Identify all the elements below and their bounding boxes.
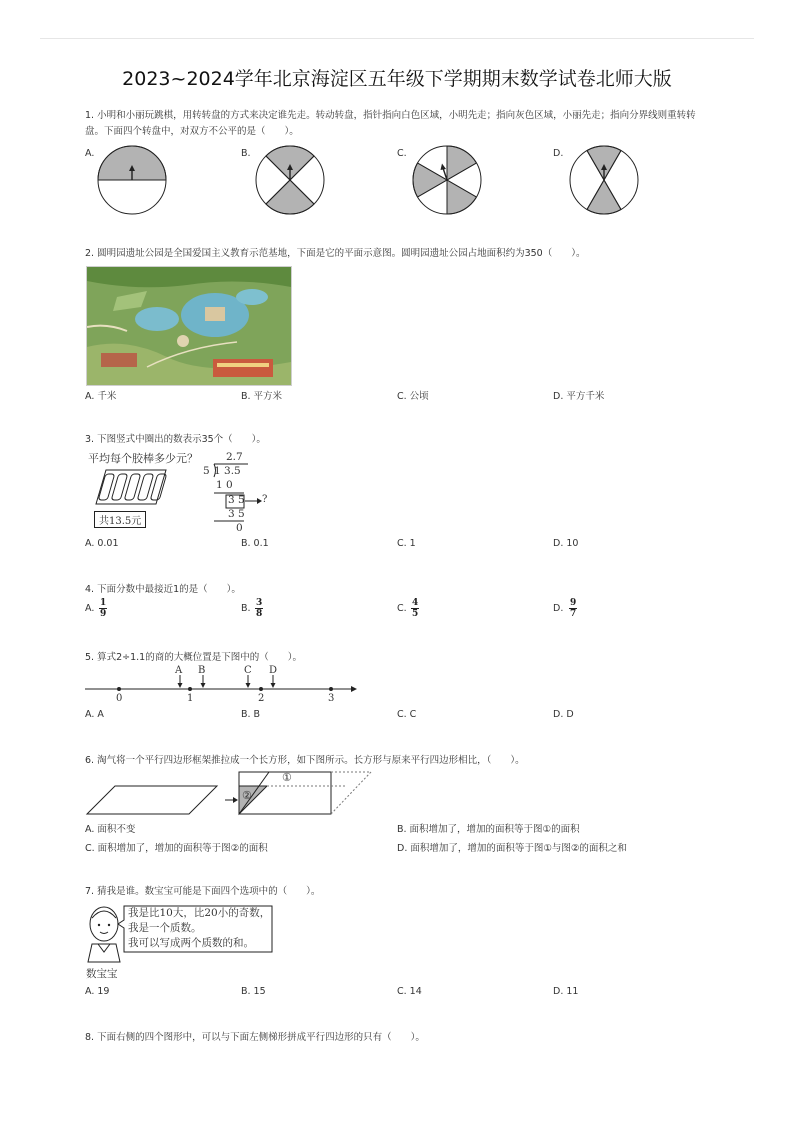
question-5: 5. 算式2÷1.1的商的大概位置是下图中的（ ）。 bbox=[85, 652, 302, 663]
division-step-3: 3 5 bbox=[228, 508, 245, 520]
division-remainder: 0 bbox=[236, 522, 243, 534]
character-name: 数宝宝 bbox=[86, 968, 118, 980]
question-1 bbox=[85, 108, 725, 140]
q1-option-d-label[interactable]: D. bbox=[553, 148, 564, 159]
division-step-2-circled: 3 5 bbox=[228, 494, 245, 506]
tick-2-label: 2 bbox=[258, 693, 265, 704]
point-c-label: C bbox=[244, 665, 252, 676]
q7-option-a[interactable]: A. 19 bbox=[85, 986, 110, 997]
point-d-label: D bbox=[269, 665, 278, 676]
glue-stick-caption: 平均每个胶棒多少元？ bbox=[88, 452, 198, 465]
question-8: 8. 下面右侧的四个图形中，可以与下面左侧梯形拼成平行四边形的只有（ ）。 bbox=[85, 1032, 425, 1043]
bubble-line-2: 我是一个质数。 bbox=[128, 922, 202, 934]
fraction-b bbox=[255, 598, 263, 619]
q6-option-c[interactable]: C. 面积增加了，增加的面积等于图②的面积 bbox=[85, 843, 268, 854]
q5-option-b[interactable]: B. B bbox=[241, 709, 261, 720]
speech-bubble bbox=[128, 906, 270, 951]
spinner-a bbox=[96, 144, 168, 216]
q7-option-b[interactable]: B. 15 bbox=[241, 986, 266, 997]
question-1-line-2: 盘。下面四个转盘中，对双方不公平的是（ ）。 bbox=[85, 126, 299, 137]
bubble-line-1: 我是比10大，比20小的奇数， bbox=[128, 907, 271, 919]
tick-3-label: 3 bbox=[328, 693, 335, 704]
fraction-c bbox=[411, 598, 419, 619]
total-price-box: 共13.5元 bbox=[94, 511, 146, 528]
q3-option-c[interactable]: C. 1 bbox=[397, 538, 416, 549]
q5-option-c[interactable]: C. C bbox=[397, 709, 417, 720]
q4-option-a-label[interactable]: A. bbox=[85, 603, 95, 614]
division-question-mark: ? bbox=[262, 494, 268, 505]
fraction-c-numerator: 4 bbox=[412, 598, 419, 608]
tick-1-label: 1 bbox=[187, 693, 194, 704]
q6-option-a[interactable]: A. 面积不变 bbox=[85, 824, 136, 835]
number-line bbox=[85, 664, 360, 704]
question-2: 2. 圆明园遗址公园是全国爱国主义教育示范基地，下面是它的平面示意图。圆明园遗址公园占地面积约为350（ ）。 bbox=[85, 248, 586, 259]
fraction-b-numerator: 3 bbox=[256, 598, 263, 608]
fraction-d-denominator: 7 bbox=[570, 609, 577, 619]
q2-option-b[interactable]: B. 平方米 bbox=[241, 391, 283, 402]
q7-option-c[interactable]: C. 14 bbox=[397, 986, 422, 997]
fraction-b-denominator: 8 bbox=[256, 609, 263, 619]
q3-option-d[interactable]: D. 10 bbox=[553, 538, 579, 549]
fraction-a-numerator: 1 bbox=[100, 598, 107, 608]
q2-option-c[interactable]: C. 公顷 bbox=[397, 391, 429, 402]
q5-option-d[interactable]: D. D bbox=[553, 709, 574, 720]
fraction-d bbox=[569, 598, 577, 619]
q4-option-b-label[interactable]: B. bbox=[241, 603, 251, 614]
q7-option-d[interactable]: D. 11 bbox=[553, 986, 579, 997]
fraction-a bbox=[99, 598, 107, 619]
q6-option-b[interactable]: B. 面积增加了，增加的面积等于图①的面积 bbox=[397, 824, 580, 835]
question-7: 7. 猜我是谁。数宝宝可能是下面四个选项中的（ ）。 bbox=[85, 886, 321, 897]
spinner-c bbox=[411, 144, 483, 216]
question-6: 6. 淘气将一个平行四边形框架推拉成一个长方形，如下图所示。长方形与原来平行四边形相比，（ ）。 bbox=[85, 755, 525, 766]
question-1-line-1: 1. 小明和小丽玩跳棋，用转转盘的方式来决定谁先走。转动转盘，指针指向白色区域，小明先走；指向灰色区域，小丽先走；指向分界线则重转转 bbox=[85, 110, 696, 121]
parallelogram-to-rectangle-figure bbox=[85, 770, 375, 818]
region-2-label: ② bbox=[242, 789, 252, 802]
spinner-b bbox=[254, 144, 326, 216]
point-a-label: A bbox=[175, 665, 183, 676]
glue-sticks-drawing bbox=[88, 466, 168, 510]
page-title: 2023~2024学年北京海淀区五年级下学期期末数学试卷北师大版 bbox=[122, 68, 672, 90]
header-divider bbox=[40, 38, 754, 39]
q4-option-c-label[interactable]: C. bbox=[397, 603, 407, 614]
division-dividend: 1 3.5 bbox=[214, 465, 241, 477]
fraction-a-denominator: 9 bbox=[100, 609, 107, 619]
q1-option-c-label[interactable]: C. bbox=[397, 148, 407, 159]
q6-option-d[interactable]: D. 面积增加了，增加的面积等于图①与图②的面积之和 bbox=[397, 843, 627, 854]
q2-option-d[interactable]: D. 平方千米 bbox=[553, 391, 605, 402]
fraction-c-denominator: 5 bbox=[412, 609, 419, 619]
question-4: 4. 下面分数中最接近1的是（ ）。 bbox=[85, 584, 241, 595]
q1-option-a-label[interactable]: A. bbox=[85, 148, 95, 159]
q4-option-d-label[interactable]: D. bbox=[553, 603, 564, 614]
q3-option-a[interactable]: A. 0.01 bbox=[85, 538, 119, 549]
region-1-label: ① bbox=[282, 771, 292, 784]
q3-option-b[interactable]: B. 0.1 bbox=[241, 538, 269, 549]
division-quotient: 2.7 bbox=[226, 451, 243, 463]
spinner-d bbox=[568, 144, 640, 216]
bubble-line-3: 我可以写成两个质数的和。 bbox=[128, 937, 254, 949]
point-b-label: B bbox=[198, 665, 206, 676]
fraction-d-numerator: 9 bbox=[570, 598, 577, 608]
q2-option-a[interactable]: A. 千米 bbox=[85, 391, 117, 402]
q5-option-a[interactable]: A. A bbox=[85, 709, 104, 720]
division-step-1: 1 0 bbox=[216, 479, 233, 491]
park-map-image bbox=[86, 266, 292, 386]
q1-option-b-label[interactable]: B. bbox=[241, 148, 251, 159]
question-3: 3. 下图竖式中圈出的数表示35个（ ）。 bbox=[85, 434, 266, 445]
division-divisor: 5 bbox=[203, 465, 210, 477]
tick-0-label: 0 bbox=[116, 693, 123, 704]
